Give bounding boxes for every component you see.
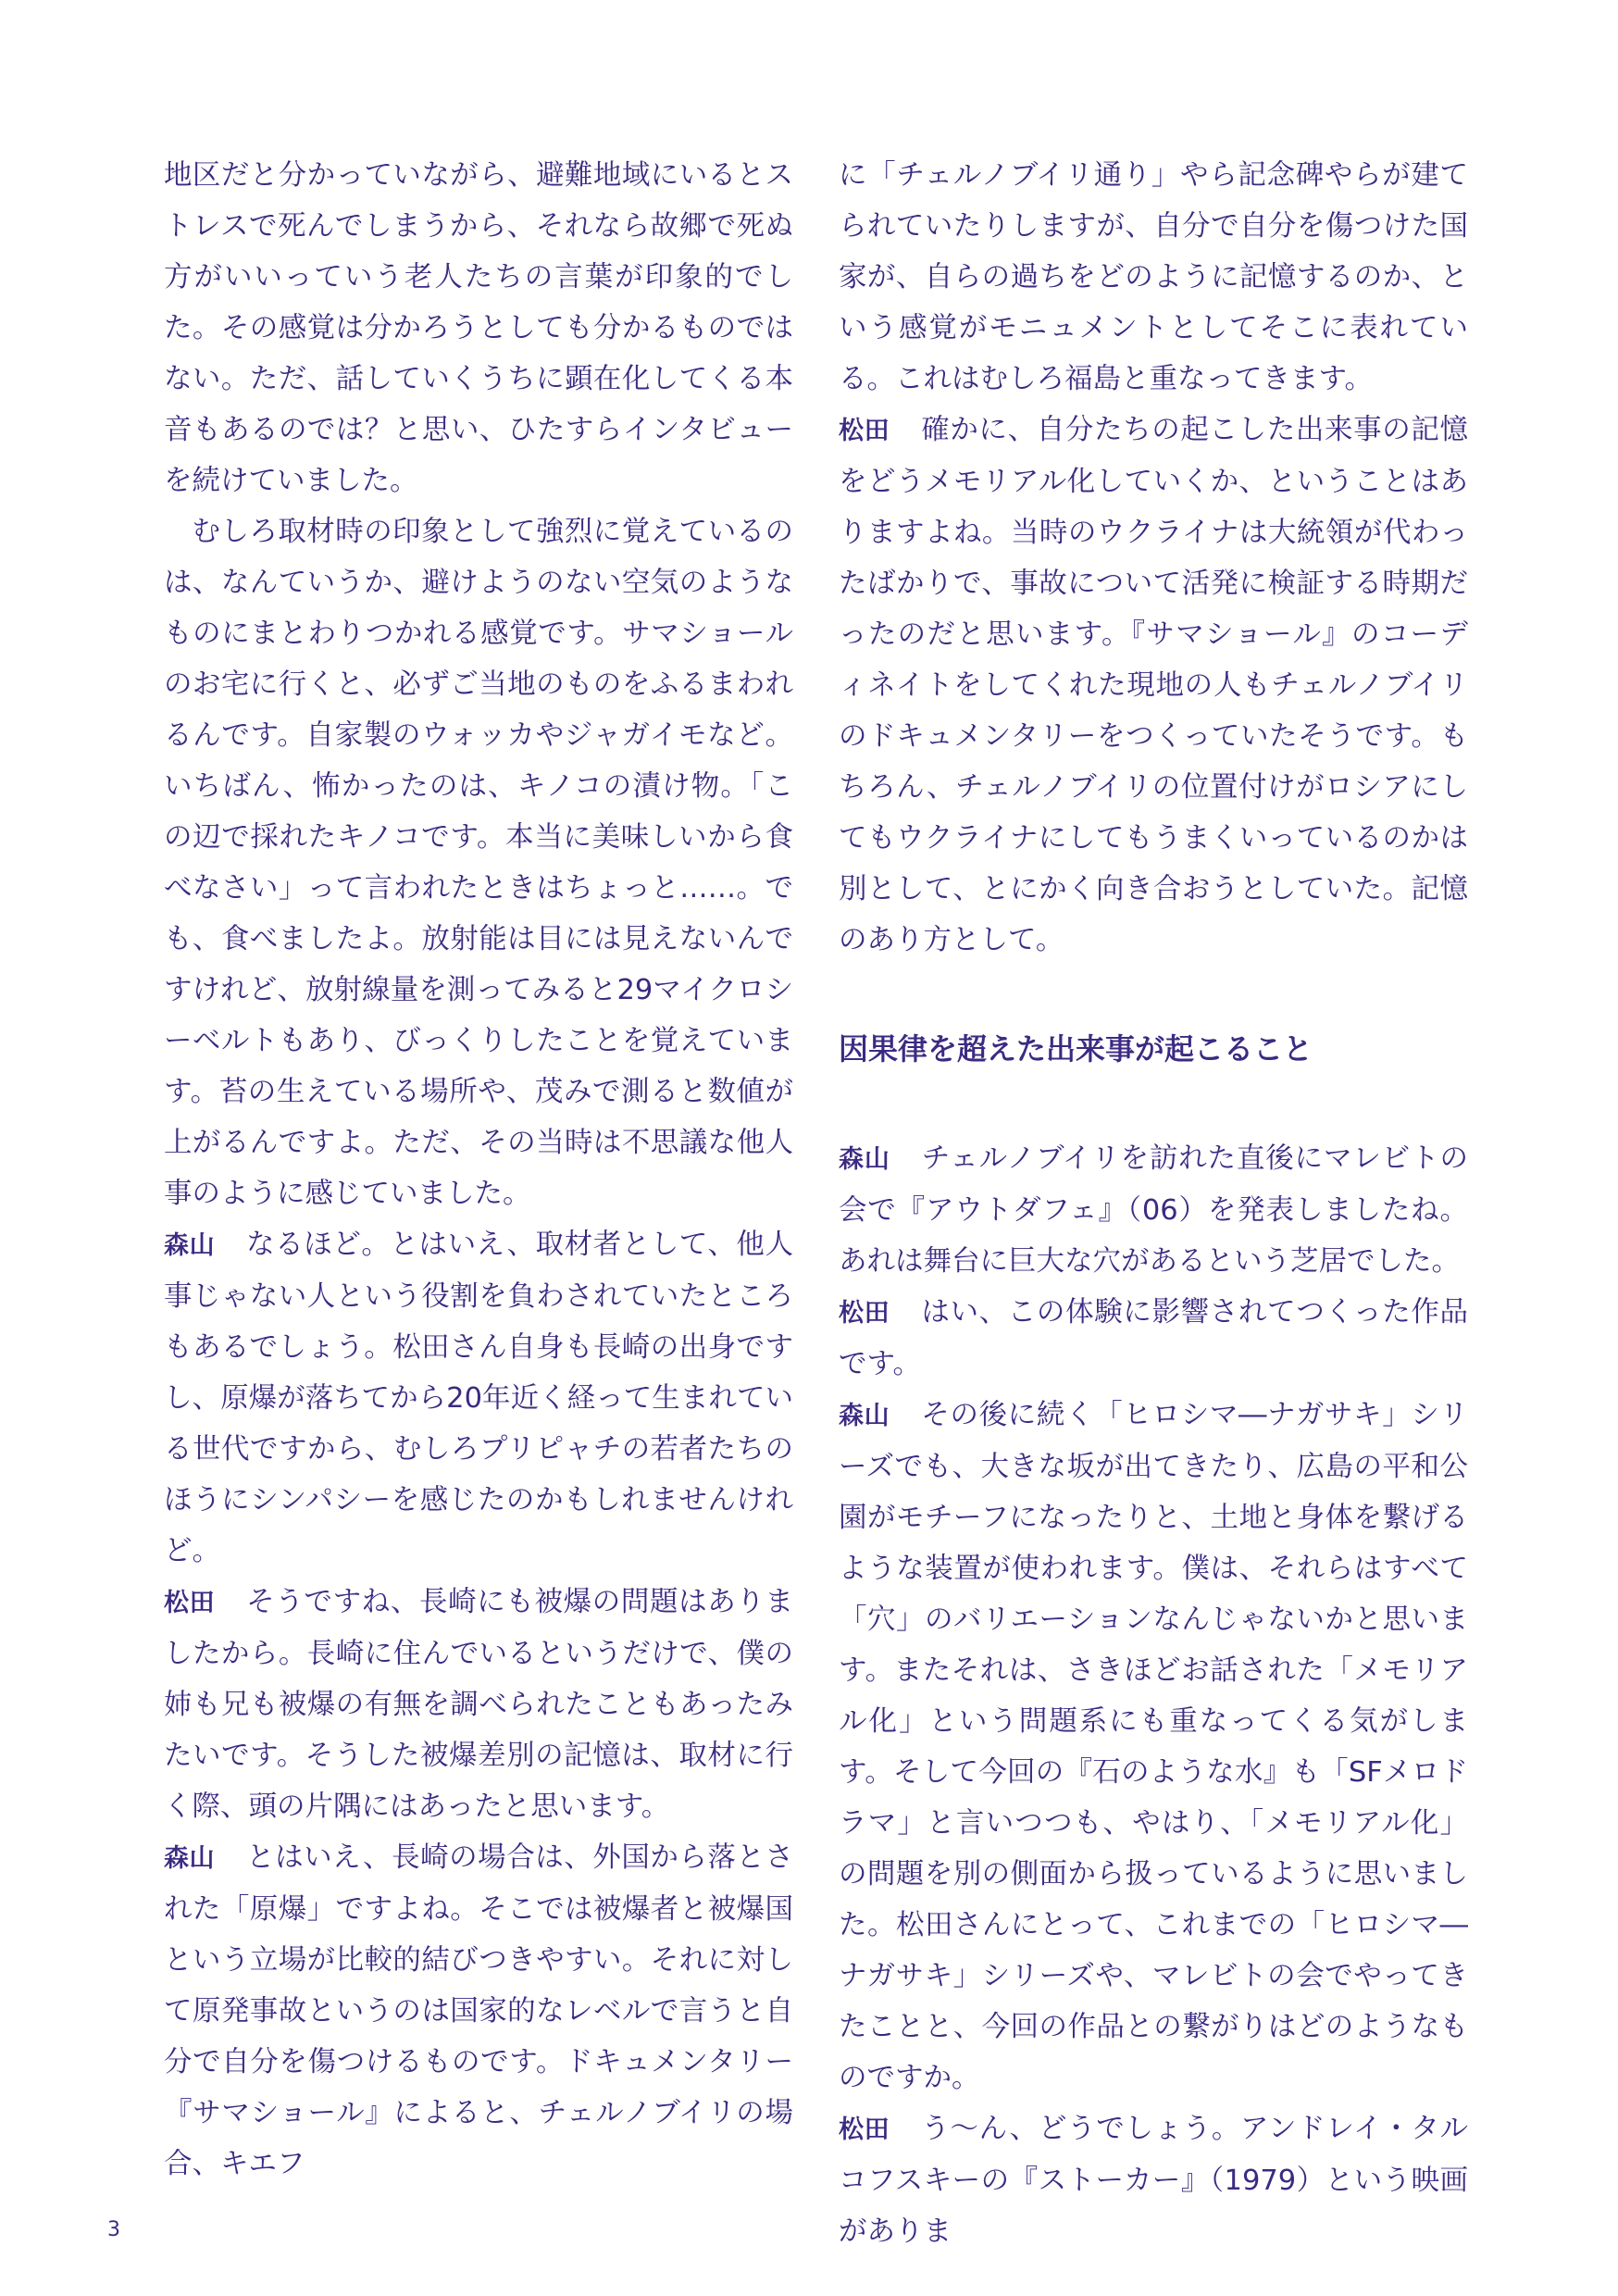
- dialogue-paragraph: [839, 1390, 1468, 2103]
- paragraph: 地区だと分かっていながら、避難地域にいるとストレスで死んでしまうから、それなら故郷で死ぬ方がいいっていう老人たちの言葉が印象的でした。その感覚は分かろうとしても分かるものではない。ただ、話していくうちに顕在化してくる本音もあるのでは？と思い、ひたすらインタビューを続けていました。: [164, 159, 793, 497]
- dialogue-paragraph: [164, 1832, 793, 2190]
- speaker-name: 森山: [164, 1231, 216, 1260]
- paragraph: むしろ取材時の印象として強烈に覚えているのは、なんていうか、避けようのない空気のようなものにまとわりつかれる感覚です。サマショールのお宅に行くと、必ずご当地のものをふるまわれるんです。自家製のウォッカやジャガイモなど。いちばん、怖かったのは、キノコの漬け物。「この辺で採れたキノコです。本当に美味しいから食べなさい」って言われたときはちょっと……。でも、食べましたよ。放射能は目には見えないんですけれど、放射線量を測ってみると29マイクロシーベルトもあり、びっくりしたことを覚えています。苔の生えている場所や、茂みで測ると数値が上がるんですよ。ただ、その当時は不思議な他人事のように感じていました。: [164, 516, 793, 1210]
- dialogue-text: 確かに、自分たちの起こした出来事の記憶をどうメモリアル化していくか、ということはありますよね。当時のウクライナは大統領が代わったばかりで、事故について活発に検証する時期だったのだと思います。『サマショール』のコーディネイトをしてくれた現地の人もチェルノブイリのドキュメンタリーをつくっていたそうです。もちろん、チェルノブイリの位置付けがロシアにしてもウクライナにしてもうまくいっているのかは別として、とにかく向き合おうとしていた。記憶のあり方として。: [839, 414, 1468, 956]
- speaker-name: 松田: [164, 1589, 216, 1617]
- speaker-name: 松田: [839, 417, 890, 445]
- section-heading: 因果律を超えた出来事が起こること: [839, 1031, 1313, 1067]
- dialogue-paragraph: [839, 1287, 1468, 1390]
- dialogue-text: そうですね、長崎にも被爆の問題はありましたから。長崎に住んでいるというだけで、僕の姉も兄も被爆の有無を調べられたこともあったみたいです。そうした被爆差別の記憶は、取材に行く際、頭の片隅にはあったと思います。: [164, 1586, 793, 1823]
- page-number: 3: [107, 2218, 120, 2241]
- speaker-name: 森山: [839, 1402, 890, 1430]
- dialogue-text: う〜ん、どうでしょう。アンドレイ・タルコフスキーの『ストーカー』（1979）という映画がありま: [839, 2113, 1468, 2248]
- dialogue-paragraph: [839, 405, 1468, 966]
- dialogue-paragraph: [839, 1133, 1468, 1287]
- speaker-name: 森山: [839, 1145, 890, 1174]
- left-column: [164, 150, 793, 2190]
- dialogue-paragraph: [839, 2103, 1468, 2257]
- paragraph: に「チェルノブイリ通り」やら記念碑やらが建てられていたりしますが、自分で自分を傷つけた国家が、自らの過ちをどのように記憶するのか、という感覚がモニュメントとしてそこに表れている。これはむしろ福島と重なってきます。: [839, 159, 1468, 395]
- dialogue-paragraph: [164, 1577, 793, 1832]
- dialogue-text: その後に続く「ヒロシマ―ナガサキ」シリーズでも、大きな坂が出てきたり、広島の平和公園がモチーフになったりと、土地と身体を繋げるような装置が使われます。僕は、それらはすべて「穴」のバリエーションなんじゃないかと思います。またそれは、さきほどお話された「メモリアル化」という問題系にも重なってくる気がします。そして今回の『石のような水』も「SFメロドラマ」と言いつつも、やはり、「メモリアル化」の問題を別の側面から扱っているように思いました。松田さんにとって、これまでの「ヒロシマ―ナガサキ」シリーズや、マレビトの会でやってきたことと、今回の作品との繋がりはどのようなものですか。: [839, 1399, 1468, 2094]
- dialogue-text: チェルノブイリを訪れた直後にマレビトの会で『アウトダフェ』（06）を発表しましたね。あれは舞台に巨大な穴があるという芝居でした。: [839, 1142, 1469, 1278]
- dialogue-text: はい、この体験に影響されてつくった作品です。: [839, 1296, 1468, 1380]
- right-column: [839, 150, 1468, 2257]
- speaker-name: 松田: [839, 1299, 890, 1328]
- dialogue-paragraph: [164, 1219, 793, 1577]
- speaker-name: 松田: [839, 2115, 890, 2144]
- speaker-name: 森山: [164, 1844, 216, 1873]
- dialogue-text: とはいえ、長崎の場合は、外国から落とされた「原爆」ですよね。そこでは被爆者と被爆国という立場が比較的結びつきやすい。それに対して原発事故というのは国家的なレベルで言うと自分で自分を傷つけるものです。ドキュメンタリー『サマショール』によると、チェルノブイリの場合、キエフ: [164, 1841, 793, 2180]
- dialogue-text: なるほど。とはいえ、取材者として、他人事じゃない人という役割を負わされていたところもあるでしょう。松田さん自身も長崎の出身ですし、原爆が落ちてから20年近く経って生まれている世代ですから、むしろプリピャチの若者たちのほうにシンパシーを感じたのかもしれませんけれど。: [164, 1229, 793, 1567]
